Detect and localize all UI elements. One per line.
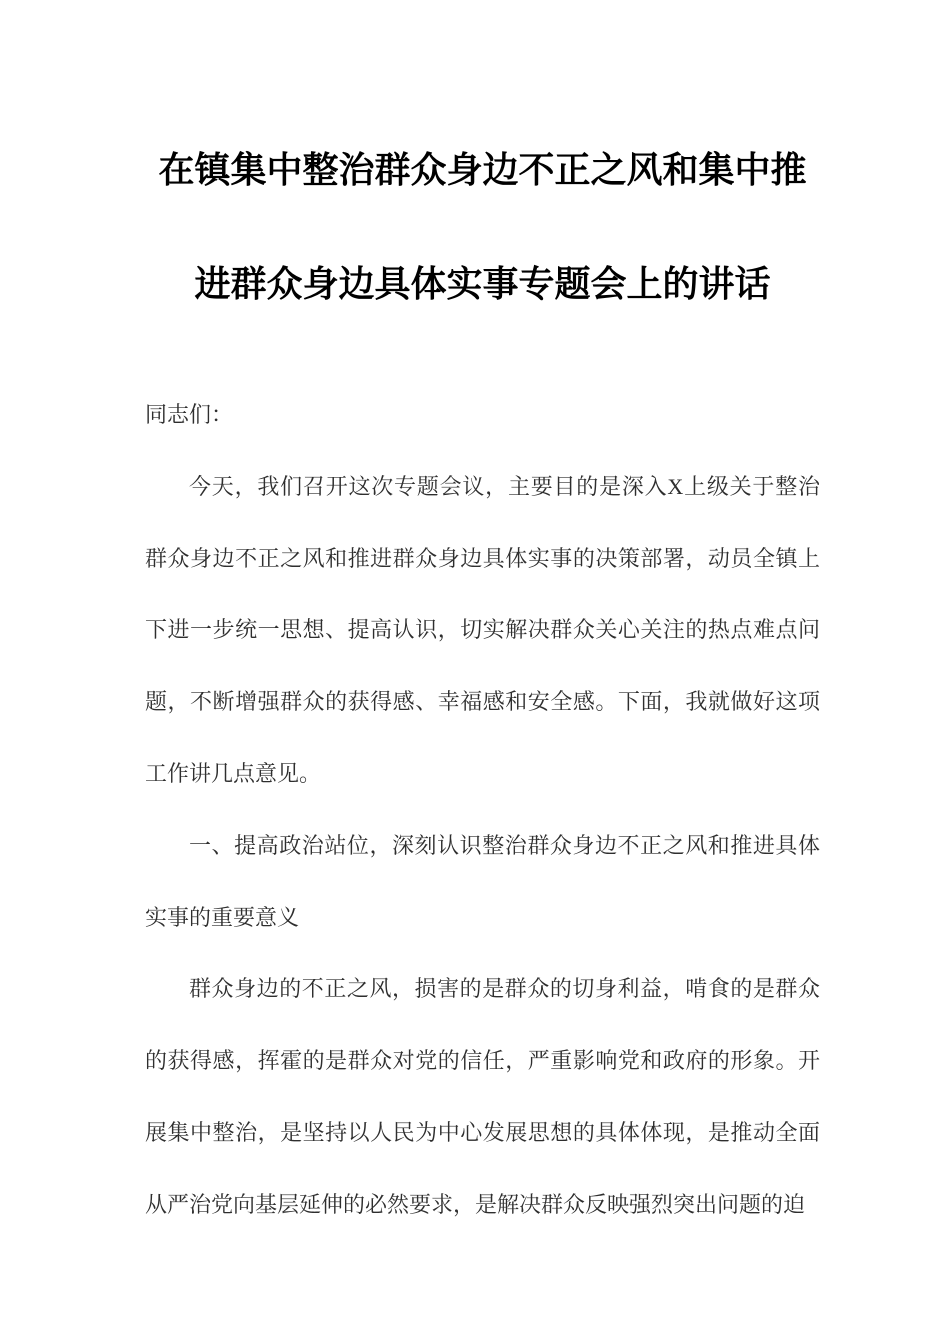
document-body	[145, 379, 820, 1241]
salutation: 同志们：	[145, 402, 234, 427]
paragraph-introduction: 今天，我们召开这次专题会议，主要目的是深入X上级关于整治群众身边不正之风和推进群众身边具体实事的决策部署，动员全镇上下进一步统一思想、提高认识，切实解决群众关心关注的热点难点问题，不断增强群众的获得感、幸福感和安全感。下面，我就做好这项工作讲几点意见。	[145, 473, 820, 786]
document-title-line-1: 在镇集中整治群众身边不正之风和集中推	[158, 150, 807, 190]
paragraph-section-1-body: 群众身边的不正之风，损害的是群众的切身利益，啃食的是群众的获得感，挥霍的是群众对党的信任，严重影响党和政府的形象。开展集中整治，是坚持以人民为中心发展思想的具体体现，是推动全面从严治党向基层延伸的必然要求，是解决群众反映强烈突出问题的迫	[145, 976, 820, 1217]
document-title-line-2: 进群众身边具体实事专题会上的讲话	[194, 264, 771, 304]
section-heading-1: 一、提高政治站位，深刻认识整治群众身边不正之风和推进具体实事的重要意义	[145, 832, 820, 930]
document-title	[145, 113, 820, 341]
